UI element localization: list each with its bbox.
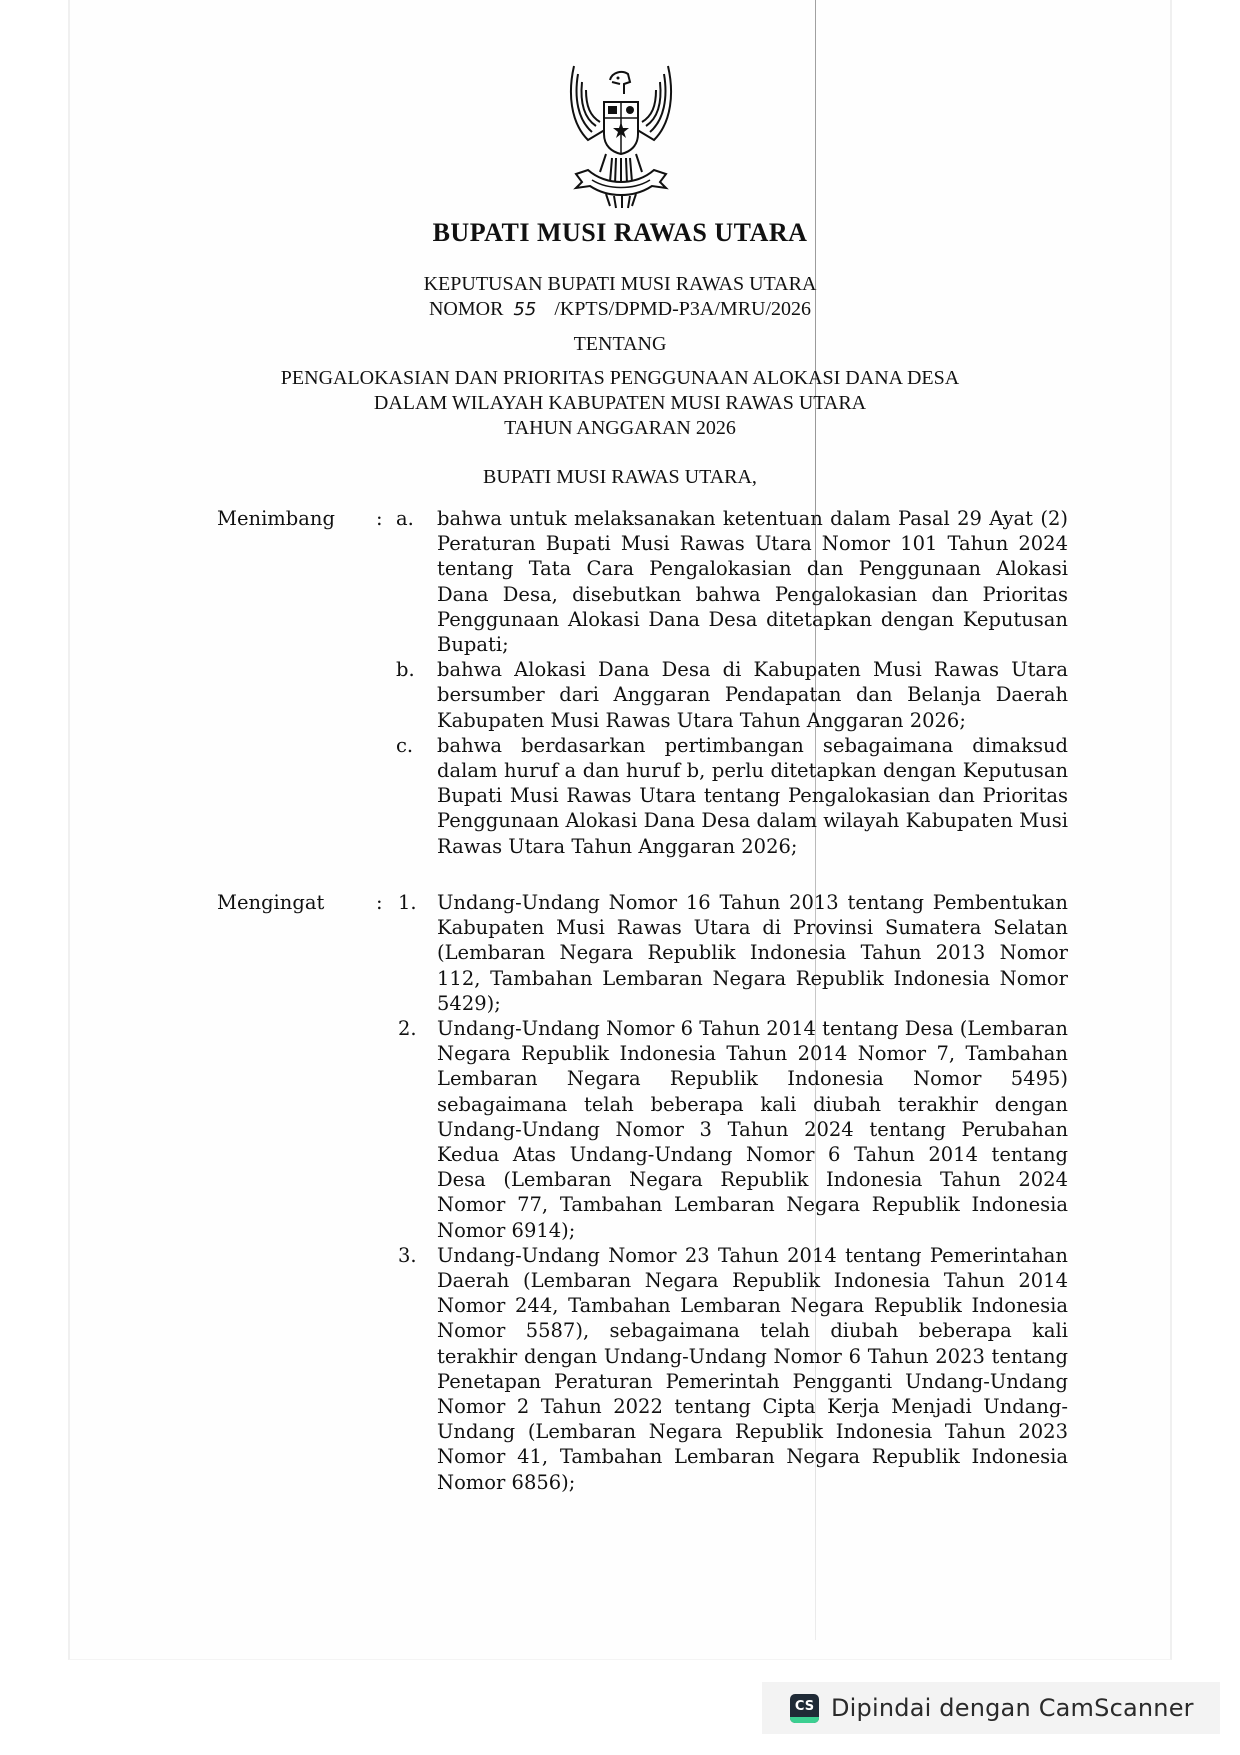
item-marker: 2. <box>398 1017 417 1041</box>
item-text: Undang-Undang Nomor 16 Tahun 2013 tentang Pembentukan Kabupaten Musi Rawas Utara di Provinsi Sumatera Selatan (Lembaran Negara Republik Indonesia Tahun 2013 Nomor 112, Tambahan Lembaran Negara Republik Indonesia Nomor 5429); <box>437 891 1068 1015</box>
decree-title: KEPUTUSAN BUPATI MUSI RAWAS UTARA <box>423 273 817 295</box>
item-marker: 1. <box>398 891 417 914</box>
subject-line: PENGALOKASIAN DAN PRIORITAS PENGGUNAAN ALOKASI DANA DESA <box>280 367 960 389</box>
item-marker: 3. <box>398 1243 417 1267</box>
item-marker: a. <box>396 507 414 530</box>
consideration-item <box>0 506 1240 657</box>
decree-number <box>0 297 1240 322</box>
decree-number-suffix: /KPTS/DPMD-P3A/MRU/2026 <box>554 298 812 320</box>
decree-number-handwritten: 55 <box>513 299 537 320</box>
legal-basis-item <box>0 1016 1240 1243</box>
camscanner-text: Dipindai dengan CamScanner <box>831 1694 1194 1722</box>
item-text: Undang-Undang Nomor 6 Tahun 2014 tentang Desa (Lembaran Negara Republik Indonesia Tahun 2014 Nomor 7, Tambahan Lembaran Negara Republik Indonesia Nomor 5495) sebagaimana telah beberapa kali diubah terakhir dengan Undang-Undang Nomor 3 Tahun 2024 tentang Perubahan Kedua Atas Undang-Undang Nomor 6 Tahun 2014 tentang Desa (Lembaran Negara Republik Indonesia Tahun 2024 Nomor 77, Tambahan Lembaran Negara Republik Indonesia Nomor 6914); <box>437 1017 1068 1242</box>
item-marker: b. <box>396 658 415 682</box>
mengingat-colon: : <box>376 891 383 914</box>
mengingat-section <box>0 890 1240 1495</box>
decree-number-prefix: NOMOR <box>428 298 504 320</box>
menimbang-label: Menimbang <box>217 507 335 530</box>
garuda-emblem-icon <box>566 62 676 212</box>
issuer-heading: BUPATI MUSI RAWAS UTARA <box>432 218 808 247</box>
item-text: bahwa berdasarkan pertimbangan sebagaimana dimaksud dalam huruf a dan huruf b, perlu ditetapkan dengan Keputusan Bupati Musi Rawas Utara tentang Pengalokasian dan Prioritas Penggunaan Alokasi Dana Desa dalam wilayah Kabupaten Musi Rawas Utara Tahun Anggaran 2026; <box>437 733 1068 858</box>
subject-line: TAHUN ANGGARAN 2026 <box>504 417 736 439</box>
menimbang-section <box>0 506 1240 859</box>
subject-line: DALAM WILAYAH KABUPATEN MUSI RAWAS UTARA <box>373 392 867 414</box>
consideration-item <box>0 657 1240 733</box>
subject <box>0 366 1240 441</box>
about-label: TENTANG <box>573 333 667 355</box>
menimbang-colon: : <box>376 507 383 530</box>
legal-basis-item <box>0 1243 1240 1495</box>
legal-basis-item <box>0 890 1240 1016</box>
camscanner-watermark <box>762 1682 1220 1734</box>
item-marker: c. <box>396 733 414 757</box>
camscanner-logo-icon: CS <box>790 1694 819 1723</box>
mengingat-label: Mengingat <box>217 891 325 914</box>
item-text: Undang-Undang Nomor 23 Tahun 2014 tentang Pemerintahan Daerah (Lembaran Negara Republik Indonesia Tahun 2014 Nomor 244, Tambahan Lembaran Negara Republik Indonesia Nomor 5587), sebagaimana telah diubah beberapa kali terakhir dengan Undang-Undang Nomor 6 Tahun 2023 tentang Penetapan Peraturan Pemerintah Pengganti Undang-Undang Nomor 2 Tahun 2022 tentang Cipta Kerja Menjadi Undang-Undang (Lembaran Negara Republik Indonesia Tahun 2023 Nomor 41, Tambahan Lembaran Negara Republik Indonesia Nomor 6856); <box>437 1243 1068 1494</box>
item-text: bahwa Alokasi Dana Desa di Kabupaten Musi Rawas Utara bersumber dari Anggaran Pendapatan dan Belanja Daerah Kabupaten Musi Rawas Utara Tahun Anggaran 2026; <box>437 658 1068 732</box>
addressee: BUPATI MUSI RAWAS UTARA, <box>483 466 757 488</box>
consideration-item <box>0 733 1240 859</box>
item-text: bahwa untuk melaksanakan ketentuan dalam Pasal 29 Ayat (2) Peraturan Bupati Musi Rawas Utara Nomor 101 Tahun 2024 tentang Tata Cara Pengalokasian dan Penggunaan Alokasi Dana Desa, disebutkan bahwa Pengalokasian dan Prioritas Penggunaan Alokasi Dana Desa ditetapkan dengan Keputusan Bupati; <box>437 507 1068 657</box>
